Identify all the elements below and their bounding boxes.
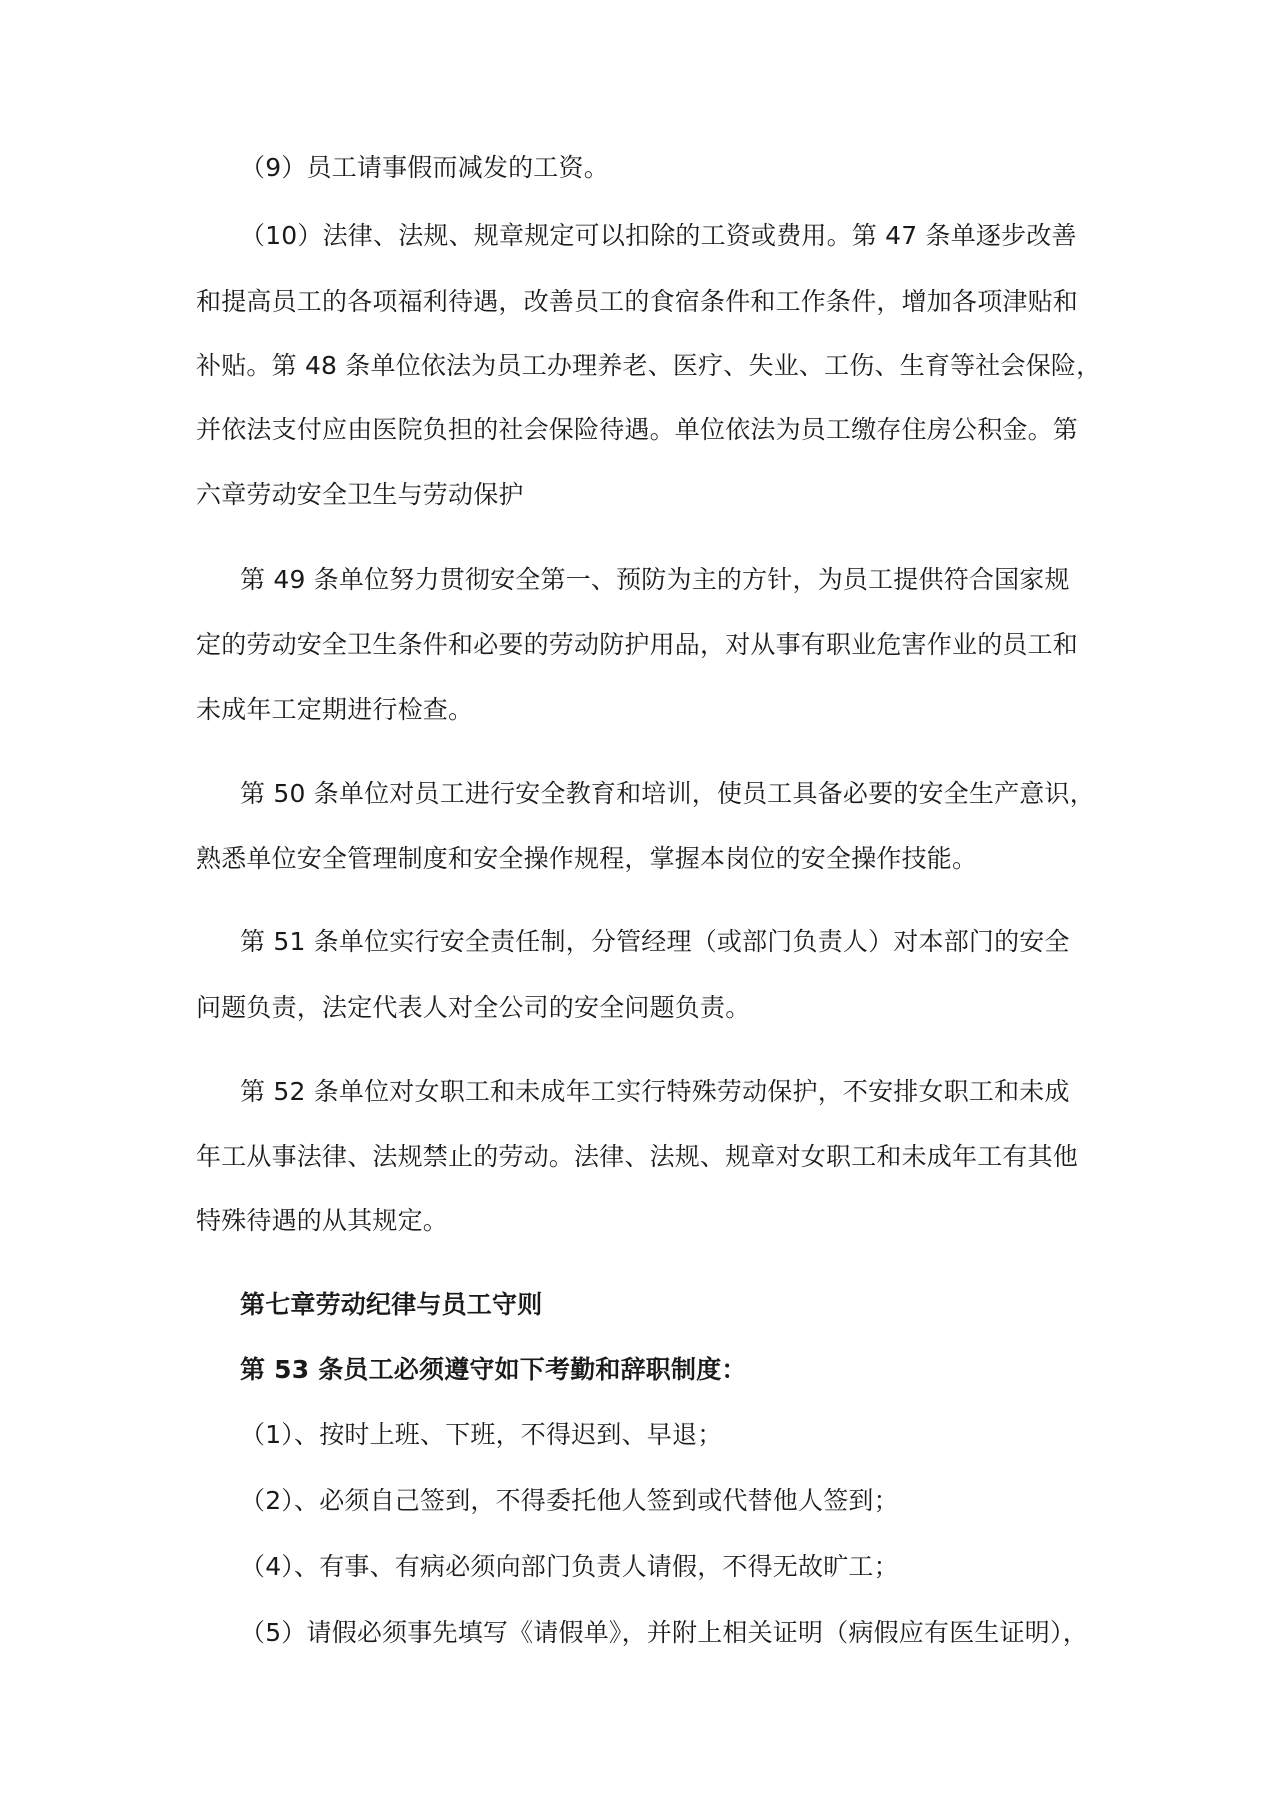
article-51-line: 问题负责，法定代表人对全公司的安全问题负责。 <box>196 993 751 1022</box>
article-heading: 第 53 条员工必须遵守如下考勤和辞职制度： <box>240 1355 747 1384</box>
paragraph-line: 补贴。第 48 条单位依法为员工办理养老、医疗、失业、工伤、生育等社会保险， <box>196 351 1102 380</box>
article-49-line: 未成年工定期进行检查。 <box>196 695 474 724</box>
rule-item-2: （2）、必须自己签到，不得委托他人签到或代替他人签到； <box>240 1486 899 1515</box>
article-49-line: 定的劳动安全卫生条件和必要的劳动防护用品，对从事有职业危害作业的员工和 <box>196 630 1079 659</box>
article-49-line: 第 49 条单位努力贯彻安全第一、预防为主的方针，为员工提供符合国家规 <box>240 565 1070 594</box>
rule-item-5: （5）请假必须事先填写《请假单》，并附上相关证明（病假应有医生证明）， <box>240 1618 1088 1647</box>
article-52-line: 年工从事法律、法规禁止的劳动。法律、法规、规章对女职工和未成年工有其他 <box>196 1142 1079 1171</box>
paragraph-line: 和提高员工的各项福利待遇，改善员工的食宿条件和工作条件，增加各项津贴和 <box>196 287 1079 316</box>
article-52-line: 第 52 条单位对女职工和未成年工实行特殊劳动保护，不安排女职工和未成 <box>240 1077 1070 1106</box>
list-item-9: （9）员工请事假而减发的工资。 <box>240 153 609 182</box>
article-52-line: 特殊待遇的从其规定。 <box>196 1206 449 1235</box>
article-50-line: 第 50 条单位对员工进行安全教育和培训，使员工具备必要的安全生产意识， <box>240 779 1095 808</box>
article-50-line: 熟悉单位安全管理制度和安全操作规程，掌握本岗位的安全操作技能。 <box>196 844 978 873</box>
article-51-line: 第 51 条单位实行安全责任制，分管经理（或部门负责人）对本部门的安全 <box>240 927 1070 956</box>
chapter-heading: 第七章劳动纪律与员工守则 <box>240 1290 543 1319</box>
paragraph-line: 并依法支付应由医院负担的社会保险待遇。单位依法为员工缴存住房公积金。第 <box>196 415 1079 444</box>
paragraph-line: 六章劳动安全卫生与劳动保护 <box>196 480 524 509</box>
rule-item-4: （4）、有事、有病必须向部门负责人请假，不得无故旷工； <box>240 1552 899 1581</box>
rule-item-1: （1）、按时上班、下班，不得迟到、早退； <box>240 1420 723 1449</box>
paragraph-line: （10）法律、法规、规章规定可以扣除的工资或费用。第 47 条单逐步改善 <box>240 221 1077 250</box>
